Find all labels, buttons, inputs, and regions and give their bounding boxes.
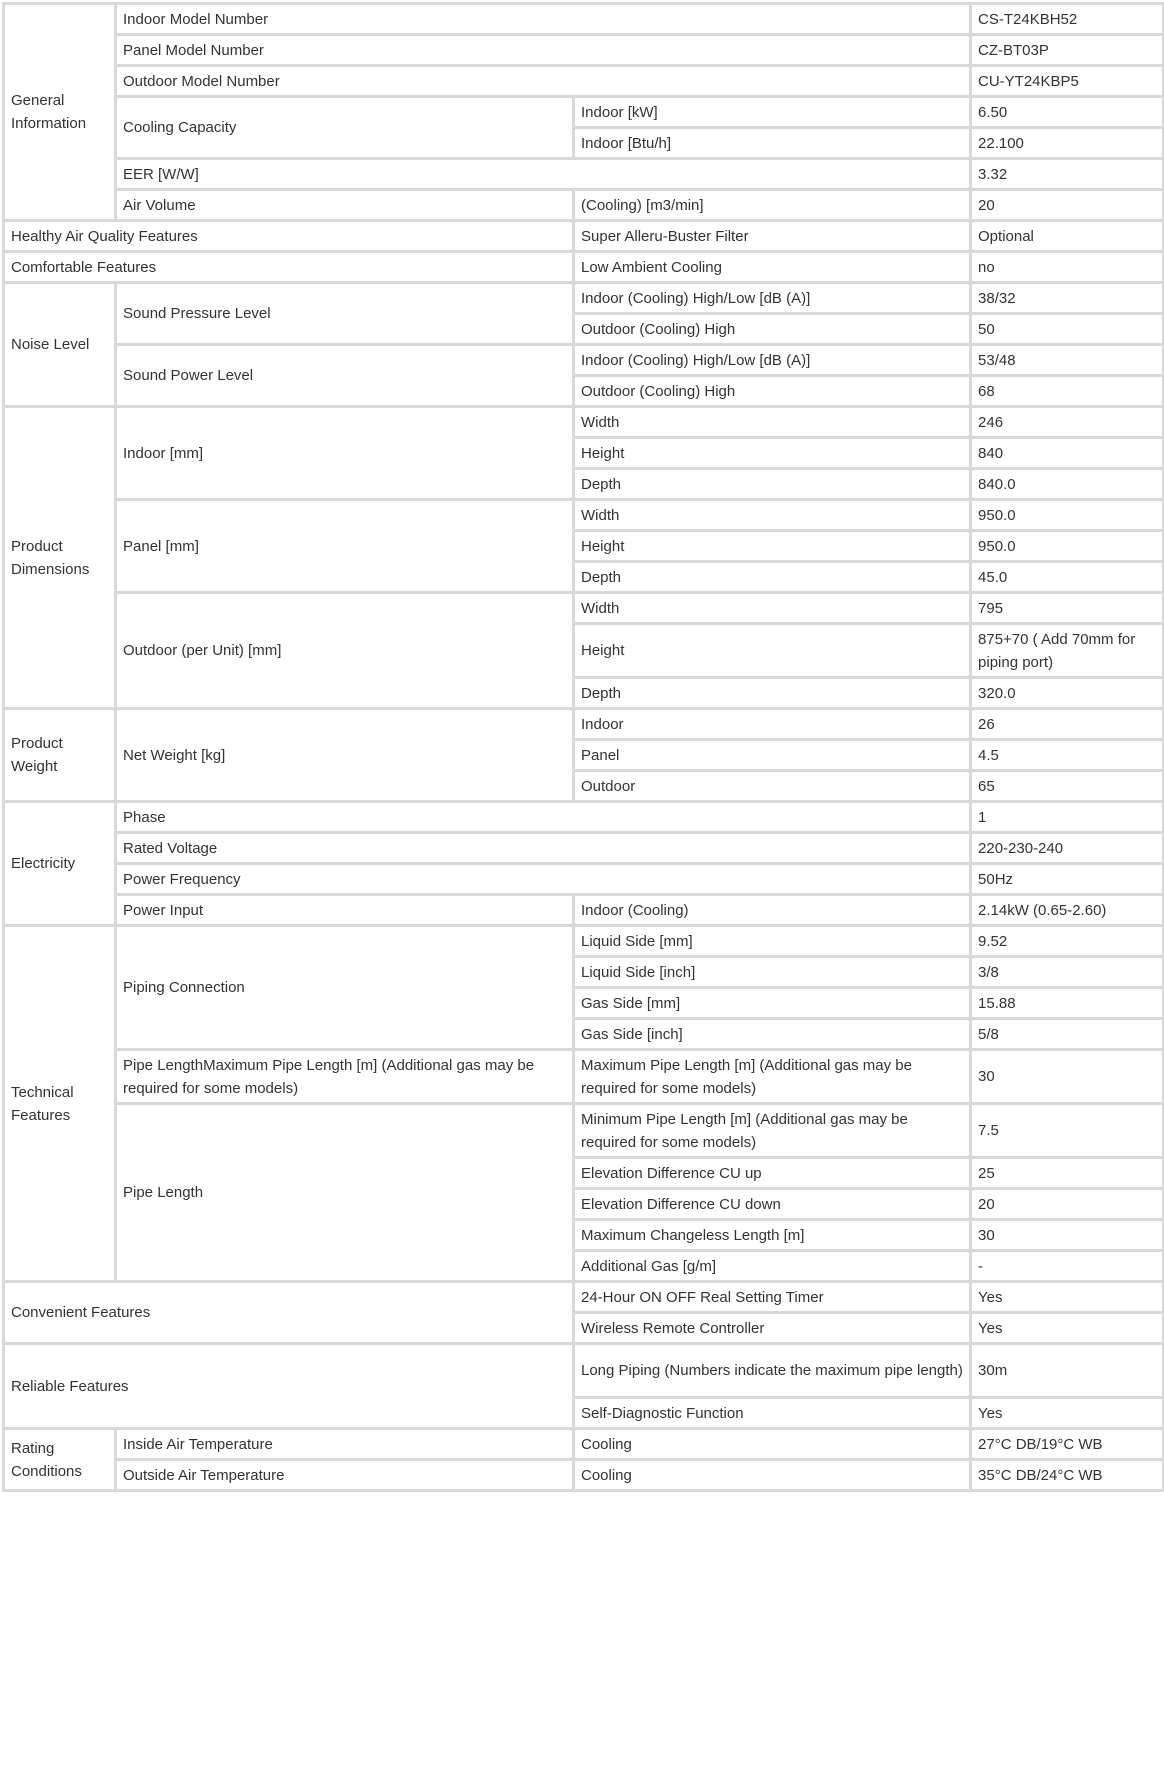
spec-label: Phase [116, 802, 971, 833]
section-label: Rating Conditions [4, 1429, 116, 1491]
spec-sublabel: Liquid Side [inch] [574, 957, 971, 988]
spec-value: 22.100 [971, 128, 1164, 159]
spec-sublabel: Width [574, 593, 971, 624]
spec-label: Power Input [116, 895, 574, 926]
spec-label: Rated Voltage [116, 833, 971, 864]
spec-value: 3.32 [971, 159, 1164, 190]
spec-sublabel: Indoor (Cooling) High/Low [dB (A)] [574, 345, 971, 376]
spec-value: 30m [971, 1344, 1164, 1398]
spec-sublabel: Long Piping (Numbers indicate the maximum pipe length) [574, 1344, 971, 1398]
spec-value: 795 [971, 593, 1164, 624]
spec-label: Cooling Capacity [116, 97, 574, 159]
section-label: Healthy Air Quality Features [4, 221, 574, 252]
spec-sublabel: (Cooling) [m3/min] [574, 190, 971, 221]
spec-value: - [971, 1251, 1164, 1282]
spec-label: Outdoor (per Unit) [mm] [116, 593, 574, 709]
spec-sublabel: Minimum Pipe Length [m] (Additional gas may be required for some models) [574, 1104, 971, 1158]
spec-value: 220-230-240 [971, 833, 1164, 864]
spec-value: Optional [971, 221, 1164, 252]
spec-sublabel: Liquid Side [mm] [574, 926, 971, 957]
spec-value: 950.0 [971, 500, 1164, 531]
spec-sublabel: Maximum Changeless Length [m] [574, 1220, 971, 1251]
spec-sublabel: Height [574, 624, 971, 678]
spec-value: 68 [971, 376, 1164, 407]
spec-sublabel: Outdoor (Cooling) High [574, 314, 971, 345]
section-label: Product Dimensions [4, 407, 116, 709]
spec-sublabel: Indoor [574, 709, 971, 740]
spec-value: Yes [971, 1282, 1164, 1313]
spec-sublabel: 24-Hour ON OFF Real Setting Timer [574, 1282, 971, 1313]
spec-sublabel: Self-Diagnostic Function [574, 1398, 971, 1429]
section-label: Technical Features [4, 926, 116, 1282]
spec-value: 2.14kW (0.65-2.60) [971, 895, 1164, 926]
spec-label: Air Volume [116, 190, 574, 221]
spec-label: EER [W/W] [116, 159, 971, 190]
spec-value: 30 [971, 1220, 1164, 1251]
spec-sublabel: Indoor [Btu/h] [574, 128, 971, 159]
spec-label: Panel [mm] [116, 500, 574, 593]
spec-value: 875+70 ( Add 70mm for piping port) [971, 624, 1164, 678]
spec-value: 950.0 [971, 531, 1164, 562]
spec-sublabel: Additional Gas [g/m] [574, 1251, 971, 1282]
spec-value: 27°C DB/19°C WB [971, 1429, 1164, 1460]
spec-value: 50Hz [971, 864, 1164, 895]
spec-label: Sound Power Level [116, 345, 574, 407]
spec-value: CZ-BT03P [971, 35, 1164, 66]
spec-value: 320.0 [971, 678, 1164, 709]
spec-value: no [971, 252, 1164, 283]
spec-sublabel: Maximum Pipe Length [m] (Additional gas may be required for some models) [574, 1050, 971, 1104]
spec-sublabel: Wireless Remote Controller [574, 1313, 971, 1344]
spec-label: Inside Air Temperature [116, 1429, 574, 1460]
spec-value: 20 [971, 1189, 1164, 1220]
section-label: Reliable Features [4, 1344, 574, 1429]
spec-label: Sound Pressure Level [116, 283, 574, 345]
spec-label: Indoor [mm] [116, 407, 574, 500]
spec-value: 3/8 [971, 957, 1164, 988]
spec-value: 4.5 [971, 740, 1164, 771]
spec-label: Net Weight [kg] [116, 709, 574, 802]
spec-value: 20 [971, 190, 1164, 221]
spec-sublabel: Cooling [574, 1460, 971, 1491]
section-label: Electricity [4, 802, 116, 926]
spec-sublabel: Depth [574, 678, 971, 709]
spec-sublabel: Depth [574, 469, 971, 500]
spec-sublabel: Width [574, 407, 971, 438]
spec-sublabel: Height [574, 438, 971, 469]
spec-label: Power Frequency [116, 864, 971, 895]
spec-sublabel: Indoor (Cooling) [574, 895, 971, 926]
spec-value: 35°C DB/24°C WB [971, 1460, 1164, 1491]
spec-sublabel: Elevation Difference CU up [574, 1158, 971, 1189]
spec-value: 26 [971, 709, 1164, 740]
spec-sublabel: Panel [574, 740, 971, 771]
section-label: General Information [4, 4, 116, 221]
spec-value: 6.50 [971, 97, 1164, 128]
spec-value: 840.0 [971, 469, 1164, 500]
spec-sublabel: Outdoor [574, 771, 971, 802]
section-label: Comfortable Features [4, 252, 574, 283]
section-label: Product Weight [4, 709, 116, 802]
spec-sublabel: Outdoor (Cooling) High [574, 376, 971, 407]
spec-sublabel: Gas Side [inch] [574, 1019, 971, 1050]
spec-value: 5/8 [971, 1019, 1164, 1050]
spec-value: 50 [971, 314, 1164, 345]
spec-value: 65 [971, 771, 1164, 802]
spec-sublabel: Low Ambient Cooling [574, 252, 971, 283]
spec-value: CU-YT24KBP5 [971, 66, 1164, 97]
spec-value: Yes [971, 1313, 1164, 1344]
spec-value: 53/48 [971, 345, 1164, 376]
spec-value: 9.52 [971, 926, 1164, 957]
spec-label: Indoor Model Number [116, 4, 971, 35]
spec-sublabel: Width [574, 500, 971, 531]
spec-sublabel: Height [574, 531, 971, 562]
spec-value: Yes [971, 1398, 1164, 1429]
spec-sublabel: Depth [574, 562, 971, 593]
spec-value: 840 [971, 438, 1164, 469]
spec-value: 45.0 [971, 562, 1164, 593]
spec-value: 7.5 [971, 1104, 1164, 1158]
spec-sublabel: Indoor (Cooling) High/Low [dB (A)] [574, 283, 971, 314]
spec-label: Panel Model Number [116, 35, 971, 66]
spec-sublabel: Cooling [574, 1429, 971, 1460]
spec-value: 246 [971, 407, 1164, 438]
spec-sublabel: Indoor [kW] [574, 97, 971, 128]
spec-value: 30 [971, 1050, 1164, 1104]
spec-label: Outside Air Temperature [116, 1460, 574, 1491]
spec-label: Pipe LengthMaximum Pipe Length [m] (Additional gas may be required for some models) [116, 1050, 574, 1104]
spec-value: 15.88 [971, 988, 1164, 1019]
section-label: Noise Level [4, 283, 116, 407]
spec-value: 38/32 [971, 283, 1164, 314]
spec-label: Pipe Length [116, 1104, 574, 1282]
spec-label: Piping Connection [116, 926, 574, 1050]
spec-table [2, 2, 1164, 1492]
spec-value: CS-T24KBH52 [971, 4, 1164, 35]
section-label: Convenient Features [4, 1282, 574, 1344]
spec-sublabel: Super Alleru-Buster Filter [574, 221, 971, 252]
spec-label: Outdoor Model Number [116, 66, 971, 97]
spec-value: 1 [971, 802, 1164, 833]
spec-sublabel: Elevation Difference CU down [574, 1189, 971, 1220]
spec-value: 25 [971, 1158, 1164, 1189]
spec-sublabel: Gas Side [mm] [574, 988, 971, 1019]
